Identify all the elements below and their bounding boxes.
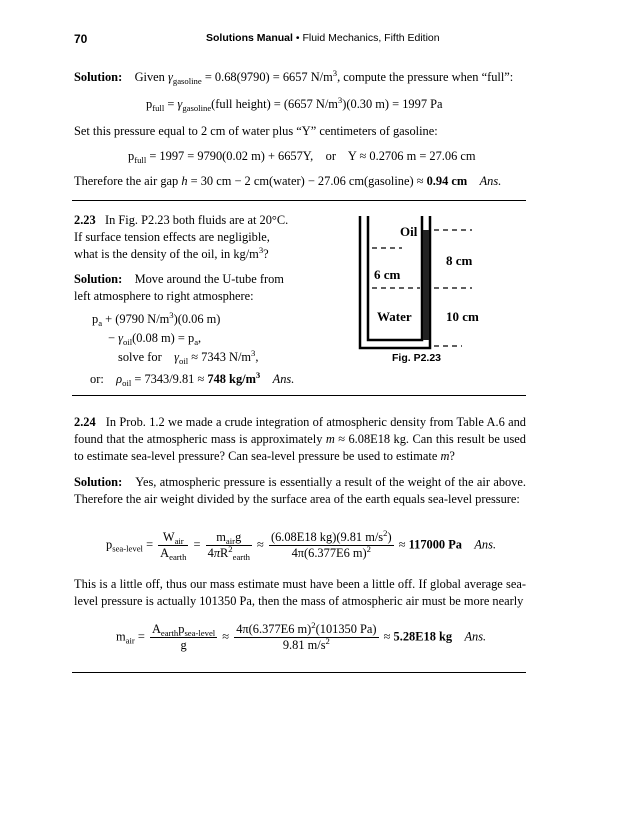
solution-label-223: Solution: [74, 272, 123, 286]
solve-for: solve for [118, 350, 162, 364]
question-a: In Prob. 1.2 we made a crude integration of atmospheric density from Table A.6 and found that the atmospheric mass is approximately [74, 415, 526, 446]
p224-eq1: $p_{sea-level}$ = $\frac{W_{air}}{A_{earth}}$ = $\frac{m_{air}g}{4\pi R^2_{earth}}$ ≈ $\frac{(6.08E18 kg)(9.81 m/s^2)}{4\pi(6.377E6 m)^2}$ ≈ 117000 Pa Ans. [106, 528, 497, 562]
problem-number-224: 2.24 [74, 415, 96, 429]
therefore-mid: = 30 cm − 2 cm(water) − 27.06 cm(gasoline) ≈ [190, 174, 424, 188]
eq4: = 7343/9.81 ≈ [134, 372, 205, 386]
question-b: ≈ 6.08E18 kg. Can this result be used to estimate sea-level pressure? Can sea-level pressure be used to estimate [74, 432, 526, 463]
answer-094: 0.94 cm [426, 174, 468, 188]
p223-question-line2: If surface tension effects are negligible, [74, 230, 270, 244]
given-tail: , compute the pressure when “full”: [337, 70, 514, 84]
answer-117000: 117000 Pa [408, 537, 462, 552]
therefore-prefix: Therefore the air gap [74, 174, 179, 188]
ans-label: Ans. [479, 174, 502, 188]
sol-line1: Move around the U-tube from [134, 272, 284, 286]
running-title: Solutions Manual [206, 32, 293, 44]
ans-label-223: Ans. [272, 372, 295, 386]
figure-caption: Fig. P2.23 [392, 352, 442, 364]
p222-given-line: Solution: Given $\gamma_{gasoline} = 0.68(9790) = 6657$ $N/m^3$, compute the pressure when “full”: [74, 68, 514, 86]
given-word: Given [134, 70, 165, 84]
answer-748: 748 $kg/m^3$ [207, 370, 261, 386]
oil-label: Oil [400, 224, 418, 239]
question-c: ? [449, 449, 455, 463]
eq2: (0.08 m) = p [132, 331, 195, 345]
equation-tail: Y ≈ 0.2706 m = 27.06 cm [347, 149, 476, 163]
water-label: Water [377, 309, 412, 324]
label-8cm: 8 cm [446, 253, 473, 268]
p223-eq4: or: $\rho_{oil} = 7343/9.81 \approx 748$ $kg/m^3$ Ans. [90, 370, 295, 388]
solution-text: Yes, atmospheric pressure is essentially a result of the weight of the air above. Therefore the air weight divided by the surface area of the earth equals sea-level pressure: [74, 475, 526, 506]
p222-set-equal: Set this pressure equal to 2 cm of water plus “Y” centimeters of gasoline: [74, 124, 438, 138]
q-line1: In Fig. P2.23 both fluids are at 20°C. [104, 213, 289, 227]
p224-question: 2.24 In Prob. 1.2 we made a crude integration of atmospheric density from Table A.6 and found that the atmospheric mass is approximately m ≈ 6.08E18 kg. Can this result be used to estimate sea-level pressure? Can sea-level pressure be used to estimate m? [74, 415, 526, 463]
eq3: ≈ 7343 N/m [191, 350, 252, 364]
or-label: or: [90, 372, 104, 386]
q-line3-tail: ? [263, 247, 269, 261]
problem-number-223: 2.23 [74, 213, 96, 227]
p223-eq3: solve for $\gamma_{oil} \approx 7343$ $N/m^3$, [118, 348, 259, 366]
running-subtitle: Fluid Mechanics, Fifth Edition [302, 32, 440, 44]
frac-numeric: $\frac{(6.08E18 kg)(9.81 m/s^2)}{4\pi(6.377E6 m)^2}$ [270, 528, 392, 560]
divider-3 [72, 672, 526, 673]
p224-eq2: $m_{air}$ = $\frac{A_{earth}p_{sea-level}}{g}$ ≈ $\frac{4\pi(6.377E6 m)^2(101350 Pa)}{9.81 m/s^2}$ ≈ 5.28E18 kg Ans. [116, 620, 487, 652]
running-header [206, 32, 440, 44]
pfull-tail: )(0.30 m) = 1997 Pa [342, 97, 443, 111]
divider-1 [72, 200, 526, 201]
frac-numeric-mass: $\frac{4\pi(6.377E6 m)^2(101350 Pa)}{9.81 m/s^2}$ [236, 620, 377, 652]
p222-therefore-line: Therefore the air gap h = 30 cm − 2 cm(water) − 27.06 cm(gasoline) ≈ 0.94 cm Ans. [74, 174, 502, 188]
or-word: or [325, 149, 336, 163]
p222-pfull-equation: $p_{full}$ = $\gamma_{gasoline}(full$ height) = (6657 $N/m^3)(0.30$ m) = 1997 Pa [146, 95, 443, 113]
p223-question-line3: what is the density of the oil, in $kg/m^3$? [74, 245, 269, 261]
eq1-tail: )(0.06 m) [173, 312, 221, 326]
q-line3: what is the density of the oil, in kg/m [74, 247, 259, 261]
p223-eq2: − $\gamma_{oil}(0.08$ $m) = p_a$, [108, 331, 202, 347]
answer-528e18: 5.28E18 kg [393, 629, 453, 644]
solution-label-224: Solution: [74, 475, 123, 489]
equation: = 1997 = 9790(0.02 m) + 6657Y, [149, 149, 314, 163]
eq1: + (9790 N/m [105, 312, 170, 326]
pfull-text: (full height) = (6657 N/m [211, 97, 338, 111]
ans-label-224b: Ans. [464, 629, 487, 644]
solution-label: Solution: [74, 70, 123, 84]
figure-p223 [350, 208, 500, 363]
frac-mg-4piR2: $\frac{m_{air}g}{4\pi R^2_{earth}}$ [207, 530, 250, 562]
p223-solution-line2: left atmosphere to right atmosphere: [74, 289, 254, 303]
divider-2 [72, 395, 526, 396]
tube-outer-wall [360, 216, 430, 348]
p223-eq1: $p_a + (9790$ $N/m^3)(0.06$ m) [92, 310, 221, 328]
p224-solution [74, 474, 526, 508]
p223-solution-line1 [74, 272, 284, 287]
frac-area-pressure-g: $\frac{A_{earth}p_{sea-level}}{g}$ [151, 622, 216, 652]
given-value: = 0.68(9790) = 6657 N/m [204, 70, 333, 84]
bullet-separator: • [295, 32, 300, 44]
oil-column [423, 230, 429, 340]
page-number: 70 [74, 32, 88, 46]
ans-label-224a: Ans. [474, 537, 497, 552]
label-10cm: 10 cm [446, 309, 479, 324]
p222-y-equation: $p_{full} = 1997 = 9790(0.02$ m) + 6657Y, or Y ≈ 0.2706 m = 27.06 cm [128, 149, 476, 165]
label-6cm: 6 cm [374, 267, 401, 282]
frac-weight-area: $\frac{W_{air}}{A_{earth}}$ [160, 530, 187, 562]
p224-paragraph2: This is a little off, thus our mass estimate must have been a little off. If global average sea-level pressure is actually 101350 Pa, then the mass of atmospheric air must be more nearly [74, 577, 526, 608]
p223-question-line1 [74, 213, 288, 228]
